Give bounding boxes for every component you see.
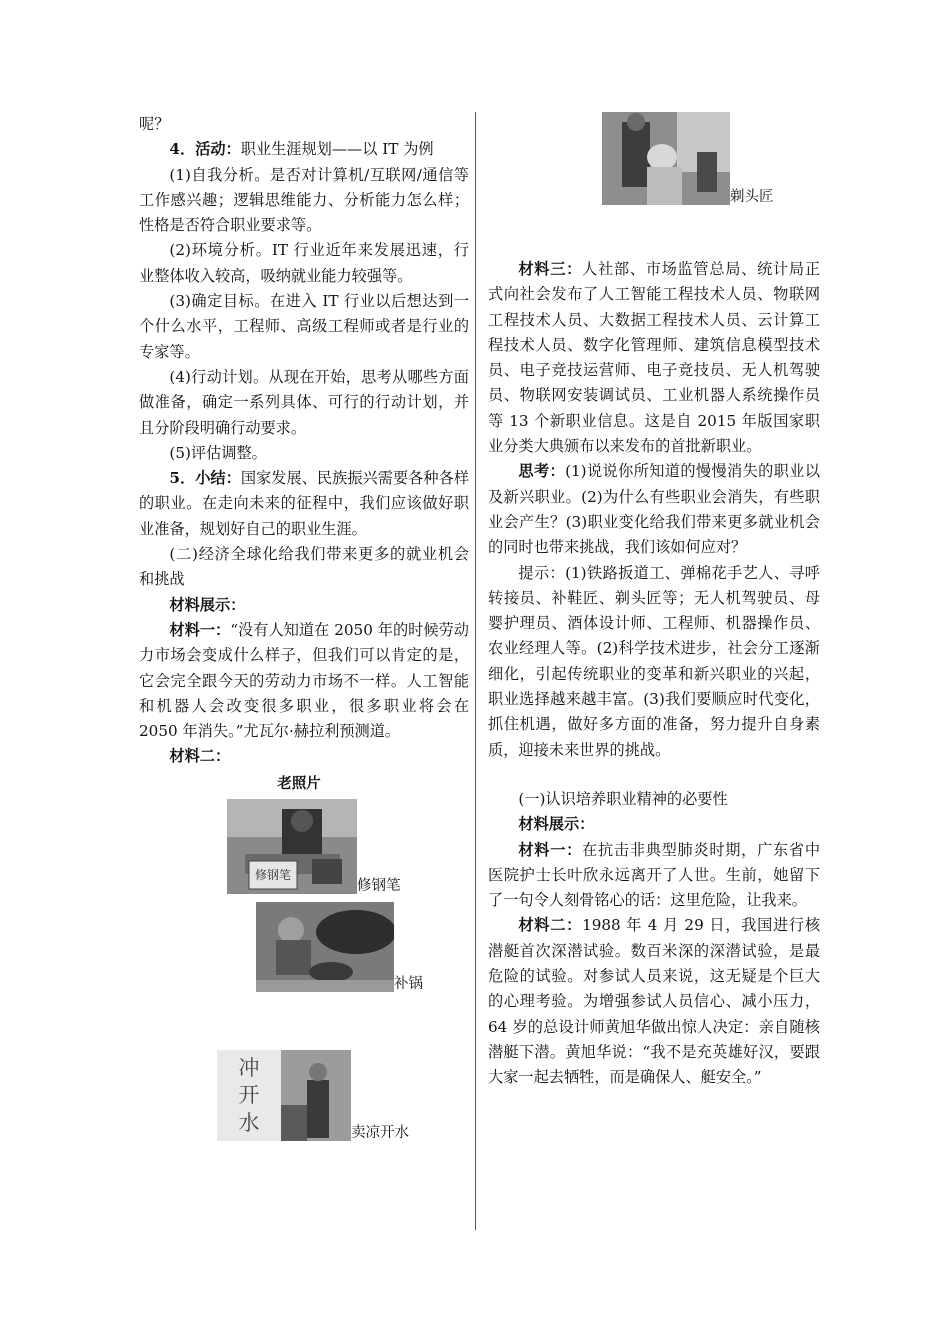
activity-label: 4．活动： (169, 140, 241, 159)
material-one-text: “没有人知道在 2050 年的时候劳动力市场会变成什么样子，但我们可以肯定的是，它会完全跟今天的劳动力市场不一样。人工智能和机器人会改变很多职业，很多职业将会在 2050 年消失。”尤瓦尔·赫拉利预测道。 (139, 620, 469, 741)
section-heading-necessity: (一)认识培养职业精神的必要性 (518, 789, 728, 808)
material-one-label: 材料一： (169, 620, 231, 639)
caption-cold-water: 卖凉开水 (351, 1125, 409, 1142)
right-column (488, 112, 820, 1091)
photo-cold-water (217, 1050, 351, 1141)
sign-text-3: 水 (238, 1111, 260, 1136)
column-divider (475, 112, 476, 1230)
think-text: (1)说说你所知道的慢慢消失的职业以及新兴职业。(2)为什么有些职业会消失，有些职业会产生？(3)职业变化给我们带来更多就业机会的同时也带来挑战，我们该如何应对？ (488, 462, 821, 557)
activity-title: 职业生涯规划——以 IT 为例 (240, 140, 434, 159)
left-column (139, 112, 469, 1141)
old-photos-title: 老照片 (277, 775, 321, 792)
think (488, 459, 820, 560)
step-action-plan: (4)行动计划。从现在开始，思考从哪些方面做准备，确定一系列具体、可行的行动计划，并且分阶段明确行动要求。 (139, 367, 469, 437)
svg-text:修钢笔: 修钢笔 (254, 868, 292, 883)
photo-row-pot-mending (256, 902, 469, 992)
material-one (139, 618, 469, 744)
caption-barber: 剃头匠 (730, 189, 774, 205)
step-evaluate: (5)评估调整。 (169, 443, 267, 462)
photo-pot-mending (256, 902, 394, 992)
step-set-goal: (3)确定目标。在进入 IT 行业以后想达到一个什么水平，工程师、高级工程师或者是行业的专家等。 (139, 292, 469, 361)
material-two-2-label: 材料二： (518, 916, 583, 935)
material-three-label: 材料三： (518, 260, 583, 278)
sign-text-2: 开 (238, 1083, 260, 1108)
section-heading-globalization: (二)经济全球化给我们带来更多的就业机会和挑战 (139, 545, 469, 589)
photo-row-cold-water (217, 1050, 469, 1141)
material-two-label: 材料二： (169, 747, 231, 766)
photo-barber (602, 112, 730, 205)
sign-text-1: 冲 (238, 1056, 260, 1081)
summary-label: 5．小结： (169, 469, 241, 488)
material-two-2-text: 1988 年 4 月 29 日，我国进行核潜艇首次深潜试验。数百米深的深潜试验，是最危险的试验。对参试人员来说，这无疑是个巨大的心理考验。为增强参试人员信心、减小压力，64 岁的总设计师黄旭华做出惊人决定：亲自随核潜艇下潜。黄旭华说：“我不是充英雄好汉，要跟大家一起去牺牲，而是确保人、艇安全。” (488, 916, 821, 1087)
paragraph-continuation: 呢？ (139, 115, 170, 133)
material-three (488, 257, 820, 459)
step-environment-analysis: (2)环境分析。IT 行业近年来发展迅速，行业整体收入较高，吸纳就业能力较强等。 (139, 241, 469, 285)
photo-row-barber (602, 112, 820, 205)
material-two-2 (488, 913, 820, 1090)
caption-pen-repair: 修钢笔 (357, 878, 401, 895)
caption-pot-mending: 补锅 (394, 976, 423, 993)
summary (139, 466, 469, 542)
material-three-text: 人社部、市场监管总局、统计局正式向社会发布了人工智能工程技术人员、物联网工程技术人员、大数据工程技术人员、云计算工程技术人员、数字化管理师、建筑信息模型技术员、电子竞技运营师、电子竞技员、无人机驾驶员、物联网安装调试员、工业机器人系统操作员等 13 个新职业信息。这是自 2015 年版国家职业分类大典颁布以来发布的首批新职业。 (488, 260, 821, 456)
material-show-label: 材料展示： (169, 595, 246, 614)
hint: 提示：(1)铁路扳道工、弹棉花手艺人、寻呼转接员、补鞋匠、剃头匠等；无人机驾驶员、母婴护理员、酒体设计师、工程师、机器操作员、农业经理人等。(2)科学技术进步，社会分工逐渐细化，引起传统职业的变革和新兴职业的兴起，职业选择越来越丰富。(3)我们要顺应时代变化，抓住机遇，做好多方面的准备，努力提升自身素质，迎接未来世界的挑战。 (488, 563, 820, 759)
material-show-label-2: 材料展示： (518, 815, 595, 834)
material-one-2-label: 材料一： (518, 840, 583, 859)
summary-text: 国家发展、民族振兴需要各种各样的职业。在走向未来的征程中，我们应该做好职业准备，规划好自己的职业生涯。 (139, 469, 470, 538)
material-one-2 (488, 838, 820, 914)
activity-heading (139, 137, 469, 162)
photo-pen-repair (227, 799, 357, 894)
think-label: 思考： (518, 462, 566, 481)
step-self-analysis: (1)自我分析。是否对计算机/互联网/通信等工作感兴趣；逻辑思维能力、分析能力怎么样；性格是否符合职业要求等。 (139, 165, 469, 235)
material-one-2-text: 在抗击非典型肺炎时期，广东省中医院护士长叶欣永远离开了人世。生前，她留下了一句令人刻骨铭心的话：这里危险，让我来。 (488, 840, 821, 910)
photo-row-pen-repair (227, 799, 469, 894)
